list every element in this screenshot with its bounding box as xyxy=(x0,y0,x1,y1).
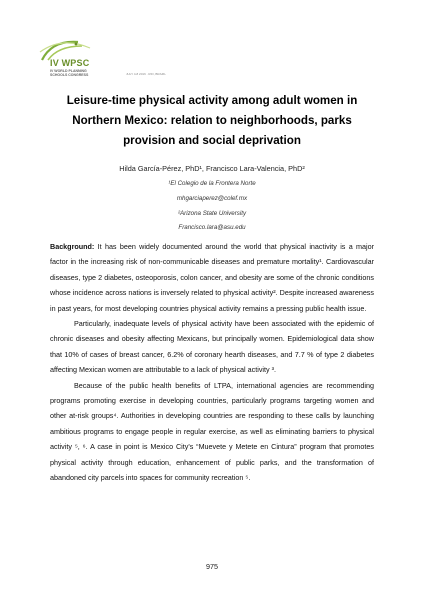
author-line: Hilda García-Pérez, PhD¹, Francisco Lara-Valencia, PhD² xyxy=(119,164,305,173)
logo-subtitle xyxy=(50,69,88,77)
page-number: 975 xyxy=(206,562,218,571)
background-text: It has been widely documented around the world that physical inactivity is a major factor in the increasing risk of non-communicable diseases and premature mortality¹. Cardiovascular diseases, type 2 diabetes, osteoporosis, colon cancer, and obesity are some of the chronic conditions whose incidence across nations is inversely related to physical activity². Despite increased awareness in past years, for most developing countries physical activity remains a pressing public health issue. xyxy=(50,242,374,313)
email-2: Francisco.lara@asu.edu xyxy=(178,224,246,231)
body-text xyxy=(50,239,374,486)
paper-title: Leisure-time physical activity among adult women in Northern Mexico: relation to neighborhoods, parks provision and social deprivation xyxy=(66,94,358,147)
logo-title: IV WPSC xyxy=(50,58,90,68)
logo-city: JULY 4-8 2016 · RIO, BRAZIL xyxy=(126,72,166,76)
logo-subtitle-line2: SCHOOLS CONGRESS xyxy=(50,73,89,77)
paragraph-background xyxy=(50,239,374,316)
paragraph-2: Particularly, inadequate levels of physical activity have been associated with the epidemic of chronic diseases and obesity affecting Mexicans, but principally women. Epidemiological data show that 10% of cases of breast cancer, 6.2% of coronary hearth diseases, and 7.7 % of type 2 diabetes affecting Mexican women are attributable to a lack of physical activity ³. xyxy=(50,319,374,375)
conference-logo xyxy=(38,38,166,78)
affiliation-2: ²Arizona State University xyxy=(177,210,247,217)
logo-subtitle-line1: IV WORLD PLANNING xyxy=(50,69,87,73)
email-1: mhgarciaperez@colef.mx xyxy=(176,195,248,202)
background-heading: Background: xyxy=(50,242,95,251)
affiliation-1: ¹El Colegio de la Frontera Norte xyxy=(168,180,256,187)
paragraph-3: Because of the public health benefits of LTPA, international agencies are recommending programs promoting exercise in developing countries, particularly programs targeting women and other at-risk groups⁴. Authorities in developing countries are responding to these calls by launching ambitious programs to engage people in regular exercise, as well as eliminating barriers to physical activity ⁵, ⁶. A case in point is Mexico City's “Muevete y Metete en Cintura” program that promotes physical activity through education, enhancement of public parks, and the transformation of abandoned city parcels into spaces for community recreation ⁵. xyxy=(50,380,374,483)
